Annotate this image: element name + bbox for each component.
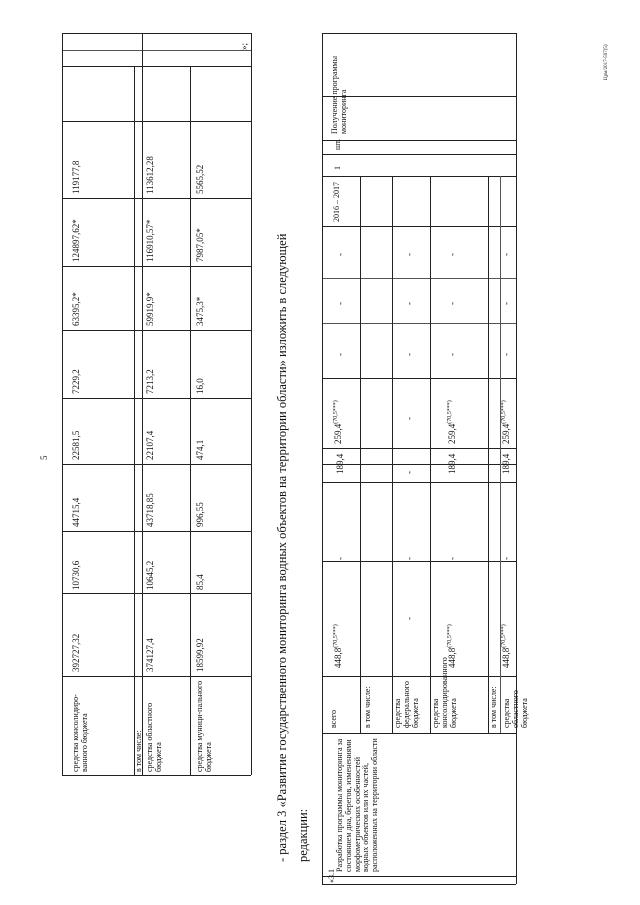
lower-cell-y2016: $259,4^{(70,5***)}$ [333, 400, 343, 444]
upper-row-label-consolidated: средства консолидиро-ванного бюджета [71, 694, 89, 772]
lower-cell-y2015: - [404, 471, 414, 474]
section-heading-cont: редакции: [296, 808, 310, 862]
upper-cell: 44715,4 [71, 497, 81, 527]
upper-cell: 59919,9* [145, 292, 155, 326]
lower-cell-y2015: 189,4 [335, 453, 345, 474]
dash-cell: - [501, 353, 511, 356]
upper-cell: 124897,62* [71, 219, 81, 262]
upper-row-label-regional: средства областного бюджета [145, 702, 163, 772]
dash-cell: - [447, 302, 457, 305]
upper-cell: 113612,28 [145, 156, 155, 194]
upper-cell: 16,0 [195, 378, 205, 394]
lower-cell-total: $448,8^{(70,5***)}$ [333, 624, 343, 668]
lower-cell-y2016: - [404, 417, 414, 420]
upper-cell: 392727,32 [71, 633, 81, 672]
lower-row-label-total: всего [329, 709, 338, 728]
upper-cell: 85,4 [195, 574, 205, 590]
upper-cell: 7213,2 [145, 369, 155, 394]
upper-cell: 116910,57* [145, 219, 155, 262]
upper-cell: 10645,2 [145, 560, 155, 590]
upper-cell: 474,1 [195, 439, 205, 460]
dash-cell: - [447, 557, 457, 560]
document-code: Црм/2017-597(5) [604, 44, 609, 80]
upper-cell: 7987,05* [195, 228, 205, 262]
lower-row-label-federal: средства федерального бюджета [393, 681, 420, 728]
upper-cell: 43718,85 [145, 493, 155, 527]
upper-cell: 3475,3* [195, 296, 205, 326]
lower-row-label-consolidated: средства консолидированного бюджета [431, 657, 458, 728]
measure-number: «3.1 [327, 869, 336, 883]
indicator-value: 1 [333, 166, 342, 170]
dash-cell: - [501, 302, 511, 305]
dash-cell: - [335, 557, 345, 560]
dash-cell: - [335, 253, 345, 256]
dash-cell: - [335, 302, 345, 305]
dash-cell: - [404, 302, 414, 305]
upper-cell: 22107,4 [145, 430, 155, 460]
upper-cell: 7229,2 [71, 369, 81, 394]
upper-cell: 119177,8 [71, 160, 81, 194]
dash-cell: - [335, 353, 345, 356]
upper-cell: 63395,2* [71, 292, 81, 326]
measure-name: Разработка программы мониторинга за состоянием дна, берегов, изменениями морфометрических особенностей водных объектов или их частей, расположенных на территории области [335, 738, 380, 872]
dash-cell: - [501, 557, 511, 560]
upper-cell: 18599,92 [195, 638, 205, 672]
section-heading: - раздел 3 «Развитие государственного мониторинга водных объектов на территории области» изложить в следующей [275, 233, 289, 862]
closing-quote: »; [239, 42, 249, 50]
upper-cell: 10730,6 [71, 560, 81, 590]
lower-cell-y2016: $259,4^{(70,5***)}$ [447, 400, 457, 444]
period-cell: 2016 – 2017 [332, 182, 341, 222]
lower-row-label-including-2: в том числе: [489, 686, 498, 728]
lower-cell-total: - [404, 617, 414, 620]
dash-cell: - [447, 253, 457, 256]
dash-cell: - [501, 253, 511, 256]
dash-cell: - [447, 353, 457, 356]
upper-cell: 996,55 [195, 502, 205, 527]
dash-cell: - [404, 253, 414, 256]
result-cell: Получение программы мониторинга [330, 56, 348, 134]
upper-cell: 22581,5 [71, 430, 81, 460]
dash-cell: - [404, 557, 414, 560]
lower-cell-y2016: $259,4^{(70,5***)}$ [501, 400, 511, 444]
lower-row-label-including: в том числе: [363, 686, 372, 728]
lower-cell-total: $448,8^{(70,5***)}$ [501, 624, 511, 668]
upper-cell: 5565,52 [195, 164, 205, 194]
lower-cell-y2015: 189,4 [447, 453, 457, 474]
unit-cell: шт. [333, 138, 342, 150]
upper-row-label-including: в том числе: [134, 730, 143, 772]
upper-row-label-municipal: средства муници-пального бюджета [195, 680, 213, 772]
lower-cell-y2015: 189,4 [501, 453, 511, 474]
lower-row-label-regional: средства областного бюджета [502, 690, 529, 728]
upper-cell: 374127,4 [145, 638, 155, 672]
page-number: 5 [39, 455, 49, 460]
dash-cell: - [404, 353, 414, 356]
lower-cell-total: $448,8^{(70,5***)}$ [447, 624, 457, 668]
